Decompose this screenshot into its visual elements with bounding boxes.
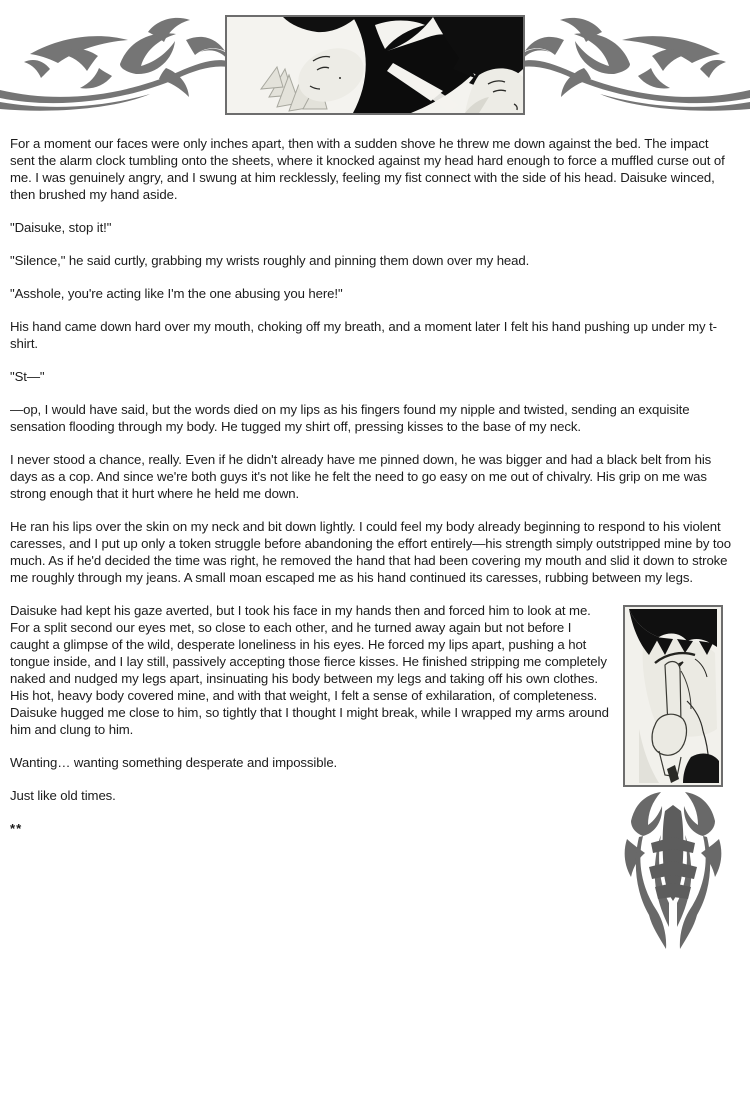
- story-paragraph: Just like old times.: [10, 788, 116, 803]
- side-illustration-block: [623, 605, 723, 955]
- side-manga-illustration: [623, 605, 723, 787]
- story-paragraph: Wanting… wanting something desperate and impossible.: [10, 755, 338, 770]
- story-paragraph: —op, I would have said, but the words died on my lips as his fingers found my nipple and twisted, sending an exquisite sensation flooding through my body. He tugged my shirt off, pressing kisses to the base of my neck.: [10, 402, 690, 434]
- story-paragraph: He ran his lips over the skin on my neck and bit down lightly. I could feel my body already beginning to respond to his violent caresses, and I put up only a token struggle before abandoning the effort entirely—his strength simply outstripped mine by too much. As if he'd decided the time was right, he removed the hand that had been covering my mouth and slid it down to stroke me roughly through my jeans. A small moan escaped me as his hand continued its caresses, rubbing between my legs.: [10, 519, 731, 585]
- story-paragraph: "Silence," he said curtly, grabbing my wrists roughly and pinning them down over my head.: [10, 253, 530, 268]
- header-banner: [0, 0, 750, 135]
- tribal-flourish-left-icon: [0, 12, 228, 112]
- tribal-ornament-icon: [621, 791, 725, 955]
- story-paragraph: His hand came down hard over my mouth, choking off my breath, and a moment later I felt his hand pushing up under my t-shirt.: [10, 319, 717, 351]
- story-paragraph: "Daisuke, stop it!": [10, 220, 112, 235]
- story-paragraph: "St—": [10, 369, 45, 384]
- story-paragraph: "Asshole, you're acting like I'm the one abusing you here!": [10, 286, 343, 301]
- story-paragraph: I never stood a chance, really. Even if he didn't already have me pinned down, he was bigger and had a black belt from his days as a cop. And since we're both guys it's not like he felt the need to go easy on me out of chivalry. His grip on me was strong enough that it hurt where he held me down.: [10, 452, 712, 501]
- story-body: [10, 135, 735, 961]
- header-manga-illustration: [225, 15, 525, 115]
- story-paragraph: Daisuke had kept his gaze averted, but I took his face in my hands then and forced him to look at me. For a split second our eyes met, so close to each other, and he turned away again but not before I caught a glimpse of the wild, desperate loneliness in his eyes. He forced my lips apart, pushing a hot tongue inside, and I lay still, passively accepting those fierce kisses. He finished stripping me completely naked and nudged my legs apart, insinuating his body between my legs and taking off his own clothes. His hot, heavy body covered mine, and with that weight, I felt a sense of exhilaration, of completeness. Daisuke hugged me close to him, so tightly that I thought I might break, while I wrapped my arms around him and clung to him.: [10, 603, 609, 737]
- story-paragraph: For a moment our faces were only inches apart, then with a sudden shove he threw me down against the bed. The impact sent the alarm clock tumbling onto the sheets, where it knocked against my head hard enough to force a muffled curse out of me. I was genuinely angry, and I swung at him recklessly, feeling my fist connect with the side of his head. Daisuke winced, then brushed my hand aside.: [10, 136, 725, 202]
- tribal-flourish-right-icon: [522, 12, 750, 112]
- scene-break-marker: **: [10, 821, 23, 836]
